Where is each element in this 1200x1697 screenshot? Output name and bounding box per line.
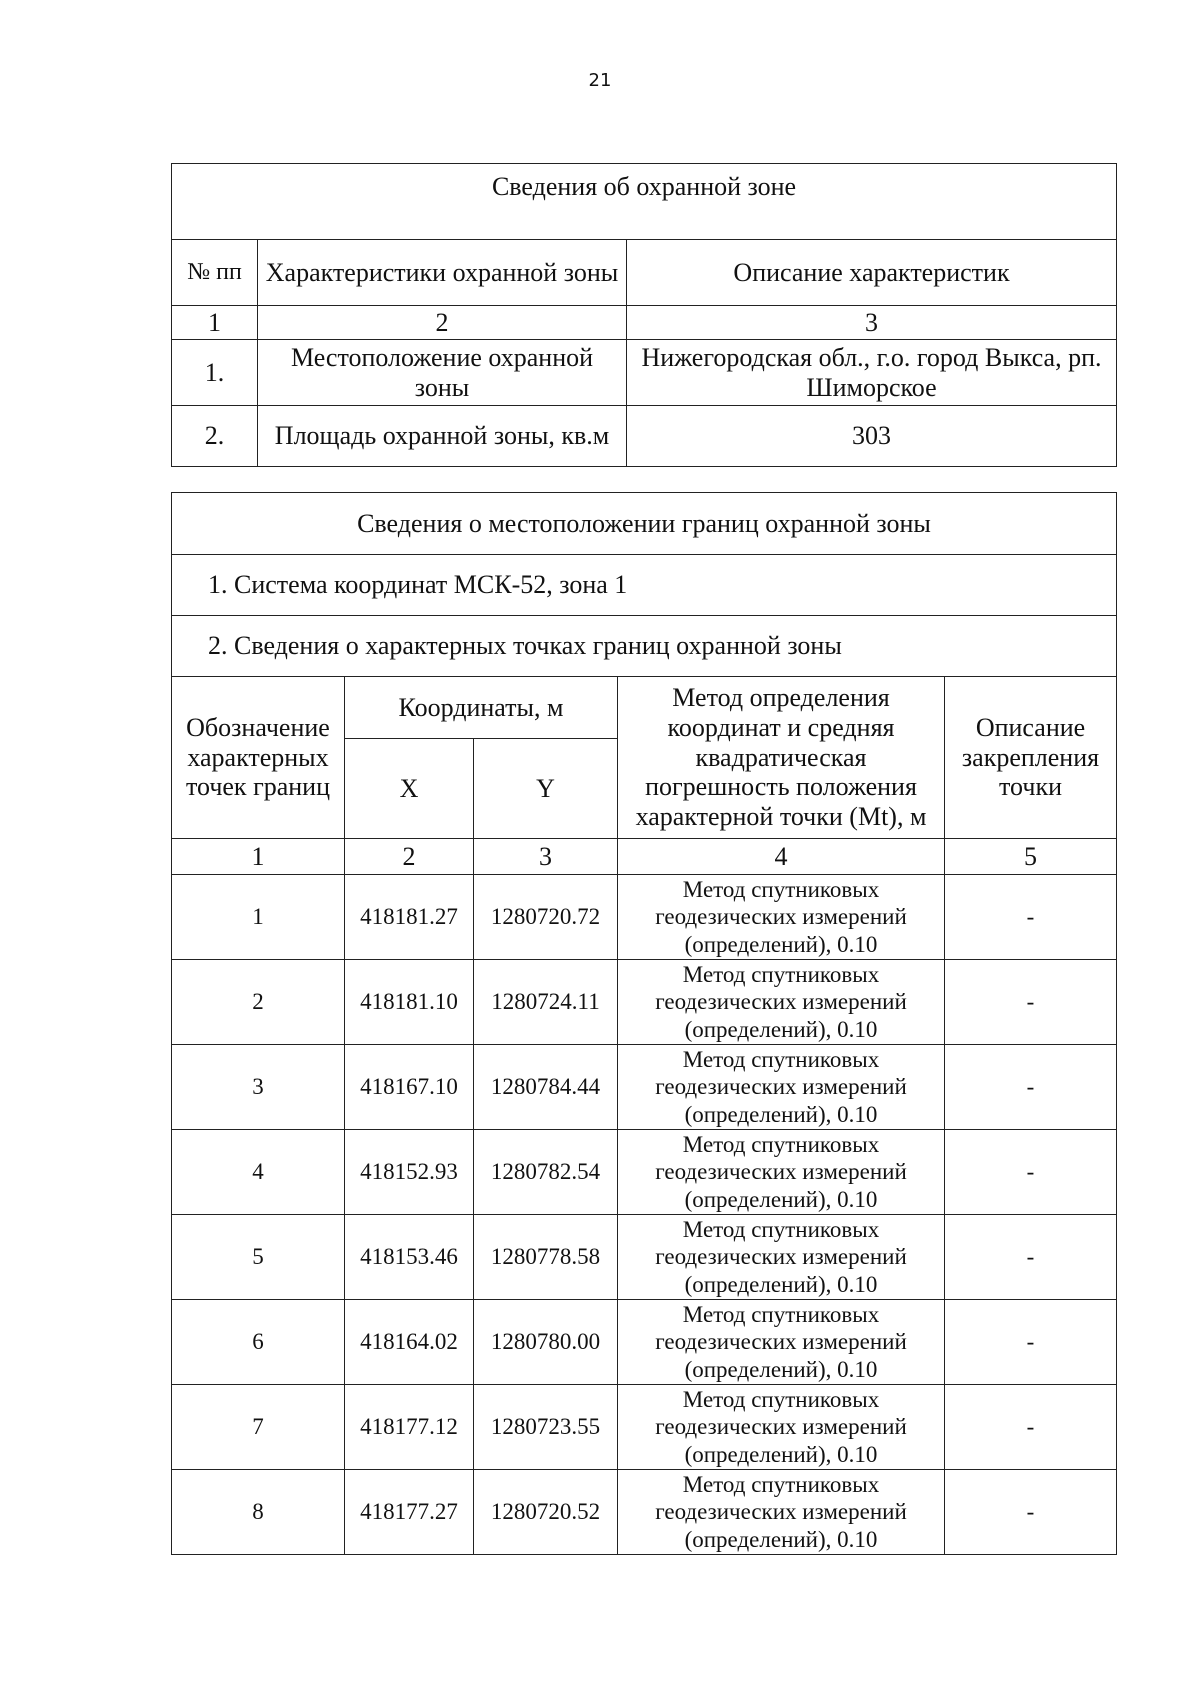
column-number: 1 — [172, 839, 345, 875]
fixing-cell: - — [945, 1215, 1117, 1300]
coordinate-system: 1. Система координат МСК-52, зона 1 — [172, 555, 1117, 616]
table-row — [172, 1045, 1117, 1130]
y-cell: 1280720.72 — [474, 875, 618, 960]
y-cell: 1280778.58 — [474, 1215, 618, 1300]
column-number: 3 — [627, 306, 1117, 340]
header-y: Y — [474, 739, 618, 839]
fixing-cell: - — [945, 1300, 1117, 1385]
method-cell: Метод спутниковых геодезических измерений (определений), 0.10 — [618, 875, 945, 960]
value-cell: Нижегородская обл., г.о. город Выкса, рп. Шиморское — [627, 340, 1117, 406]
header-x: X — [345, 739, 474, 839]
column-number: 3 — [474, 839, 618, 875]
x-cell: 418177.27 — [345, 1470, 474, 1555]
x-cell: 418164.02 — [345, 1300, 474, 1385]
method-cell: Метод спутниковых геодезических измерений (определений), 0.10 — [618, 1130, 945, 1215]
table-row — [172, 340, 1117, 406]
table-row — [172, 1470, 1117, 1555]
y-cell: 1280724.11 — [474, 960, 618, 1045]
y-cell: 1280720.52 — [474, 1470, 618, 1555]
characteristic-cell: Местоположение охранной зоны — [258, 340, 627, 406]
header-method: Метод определения координат и средняя квадратическая погрешность положения характерной точки (Mt), м — [618, 677, 945, 839]
x-cell: 418153.46 — [345, 1215, 474, 1300]
point-cell: 4 — [172, 1130, 345, 1215]
method-cell: Метод спутниковых геодезических измерений (определений), 0.10 — [618, 960, 945, 1045]
y-cell: 1280723.55 — [474, 1385, 618, 1470]
x-cell: 418177.12 — [345, 1385, 474, 1470]
point-cell: 8 — [172, 1470, 345, 1555]
column-number: 4 — [618, 839, 945, 875]
y-cell: 1280780.00 — [474, 1300, 618, 1385]
y-cell: 1280784.44 — [474, 1045, 618, 1130]
header-no: № пп — [172, 240, 258, 306]
fixing-cell: - — [945, 875, 1117, 960]
table-row — [172, 1300, 1117, 1385]
x-cell: 418181.10 — [345, 960, 474, 1045]
point-cell: 2 — [172, 960, 345, 1045]
method-cell: Метод спутниковых геодезических измерений (определений), 0.10 — [618, 1045, 945, 1130]
method-cell: Метод спутниковых геодезических измерений (определений), 0.10 — [618, 1385, 945, 1470]
row-number: 2. — [172, 406, 258, 467]
method-cell: Метод спутниковых геодезических измерений (определений), 0.10 — [618, 1300, 945, 1385]
protection-zone-info-table — [171, 163, 1117, 467]
column-number: 2 — [258, 306, 627, 340]
value-cell: 303 — [627, 406, 1117, 467]
fixing-cell: - — [945, 960, 1117, 1045]
x-cell: 418152.93 — [345, 1130, 474, 1215]
header-description: Описание характеристик — [627, 240, 1117, 306]
table-row — [172, 960, 1117, 1045]
fixing-cell: - — [945, 1045, 1117, 1130]
row-number: 1. — [172, 340, 258, 406]
table-row — [172, 1215, 1117, 1300]
fixing-cell: - — [945, 1130, 1117, 1215]
x-cell: 418167.10 — [345, 1045, 474, 1130]
table-row — [172, 875, 1117, 960]
method-cell: Метод спутниковых геодезических измерений (определений), 0.10 — [618, 1470, 945, 1555]
table-row — [172, 1130, 1117, 1215]
point-cell: 7 — [172, 1385, 345, 1470]
method-cell: Метод спутниковых геодезических измерений (определений), 0.10 — [618, 1215, 945, 1300]
header-point: Обозначение характерных точек границ — [172, 677, 345, 839]
fixing-cell: - — [945, 1385, 1117, 1470]
point-cell: 1 — [172, 875, 345, 960]
column-number: 5 — [945, 839, 1117, 875]
x-cell: 418181.27 — [345, 875, 474, 960]
table-row — [172, 406, 1117, 467]
characteristic-cell: Площадь охранной зоны, кв.м — [258, 406, 627, 467]
header-coordinates: Координаты, м — [345, 677, 618, 739]
zone-info-title: Сведения об охранной зоне — [172, 164, 1117, 240]
fixing-cell: - — [945, 1470, 1117, 1555]
column-number: 2 — [345, 839, 474, 875]
header-characteristic: Характеристики охранной зоны — [258, 240, 627, 306]
boundary-location-table — [171, 492, 1117, 1555]
point-cell: 6 — [172, 1300, 345, 1385]
boundary-info-title: Сведения о местоположении границ охранной зоны — [172, 493, 1117, 555]
column-number: 1 — [172, 306, 258, 340]
points-section-title: 2. Сведения о характерных точках границ охранной зоны — [172, 616, 1117, 677]
point-cell: 3 — [172, 1045, 345, 1130]
page-number: 21 — [588, 70, 612, 91]
point-cell: 5 — [172, 1215, 345, 1300]
header-fixing: Описание закрепления точки — [945, 677, 1117, 839]
y-cell: 1280782.54 — [474, 1130, 618, 1215]
table-row — [172, 1385, 1117, 1470]
